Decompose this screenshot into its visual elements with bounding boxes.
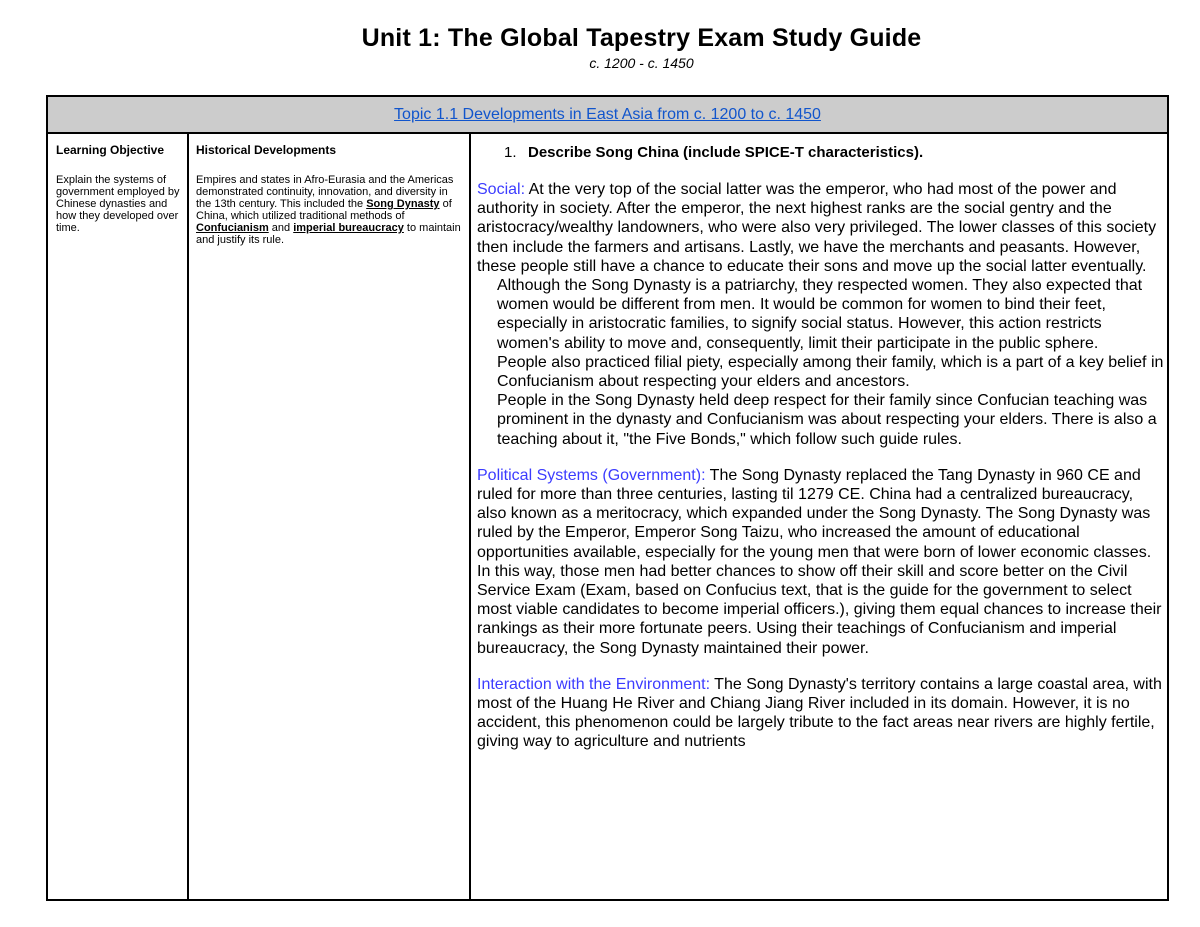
political-section <box>477 466 1165 658</box>
historical-developments-text <box>196 174 465 246</box>
environment-label: Interaction with the Environment: <box>477 675 711 693</box>
dev-text-3: and <box>268 222 294 234</box>
topic-header <box>48 97 1167 134</box>
political-text: The Song Dynasty replaced the Tang Dynasty in 960 CE and ruled for more than three centuries, lasting til 1279 CE. China had a centralized bureaucracy, also known as a meritocracy, which expanded under the Song Dynasty. The Song Dynasty was ruled by the Emperor, Emperor Song Taizu, who increased the amount of educational opportunities available, especially for the young men that were born of lower economic classes. In this way, those men had better chances to show off their skill and score better on the Civil Service Exam (Exam, based on Confucius text, that is the guide for the government to select most viable candidates to become imperial officers.), giving them equal chances to increase their rankings as their more fortunate peers. Using their teachings of Confucianism and imperial bureaucracy, the Song Dynasty maintained their power. <box>477 466 1162 657</box>
historical-developments-heading: Historical Developments <box>196 143 337 157</box>
environment-text: The Song Dynasty's territory contains a large coastal area, with most of the Huang He River and Chiang Jiang River included in its domain. However, it is no accident, this phenomenon could be largely tribute to the fact areas near rivers are highly fertile, giving way to agriculture and nutrients <box>477 675 1162 751</box>
social-label: Social: <box>477 181 526 198</box>
dev-text-1: Empires and states in Afro-Eurasia and the Americas demonstrated continuity, innovation, and diversity in the 13th century. This included the <box>196 174 454 210</box>
question-item <box>477 144 1165 161</box>
question-number: 1. <box>504 144 517 161</box>
social-section <box>477 180 1165 449</box>
historical-developments-cell <box>189 134 469 899</box>
environment-paragraph <box>477 675 1165 752</box>
political-label: Political Systems (Government): <box>477 466 706 484</box>
political-paragraph <box>477 466 1165 658</box>
social-paragraph-4: People in the Song Dynasty held deep respect for their family since Confucian teaching was prominent in the dynasty and Confucianism was about respecting your elders. There is also a teaching about it, "the Five Bonds," which follow such guide rules. <box>497 392 1157 448</box>
term-song-dynasty: Song Dynasty <box>366 198 440 210</box>
learning-objective-text: Explain the systems of government employed by Chinese dynasties and how they developed over time. <box>56 174 180 234</box>
study-guide-table <box>46 95 1169 901</box>
social-paragraph-1 <box>477 180 1165 276</box>
learning-objective-heading: Learning Objective <box>56 143 165 157</box>
answer-cell <box>471 134 1167 899</box>
environment-section <box>477 675 1165 752</box>
page-subtitle: c. 1200 - c. 1450 <box>589 55 694 71</box>
term-imperial-bureaucracy: imperial bureaucracy <box>293 222 404 234</box>
social-text-1: At the very top of the social latter was the emperor, who had most of the power and authority in society. After the emperor, the next highest ranks are the social gentry and the aristocracy/wealthy landowners, who were also very privileged. The lower classes of this society then include the farmers and artisans. Lastly, we have the merchants and peasants. However, these people still have a chance to educate their sons and move up the social latter eventually. <box>477 181 1157 275</box>
dev-text-2: of China, which utilized traditional methods of <box>196 198 452 222</box>
question-text: Describe Song China (include SPICE-T characteristics). <box>528 144 924 161</box>
social-paragraph-2: Although the Song Dynasty is a patriarchy, they respected women. They also expected that women would be different from men. It would be common for women to bind their feet, especially in aristocratic families, to signify social status. However, this action restricts women's ability to move and, consequently, limit their participate in the public sphere. <box>497 277 1143 352</box>
social-paragraph-3: People also practiced filial piety, especially among their family, which is a part of a key belief in Confucianism about respecting your elders and ancestors. <box>497 353 1164 391</box>
topic-link[interactable]: Topic 1.1 Developments in East Asia from c. 1200 to c. 1450 <box>394 106 821 123</box>
page-title: Unit 1: The Global Tapestry Exam Study Guide <box>361 24 922 52</box>
dev-text-4: to maintain and justify its rule. <box>196 222 461 246</box>
learning-objective-cell <box>48 134 187 899</box>
term-confucianism: Confucianism <box>196 222 269 234</box>
